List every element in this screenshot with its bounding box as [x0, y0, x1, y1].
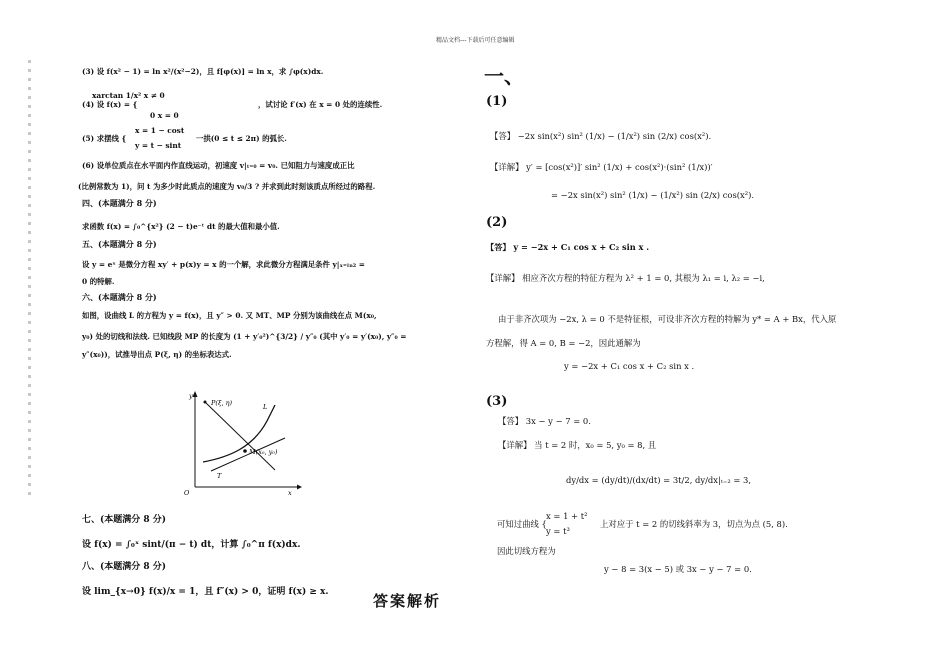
question-6-line1: (6) 设单位质点在水平面内作直线运动，初速度 v|ₜ₌₀ = v₀. 已知阻力与速度成正比 [82, 161, 355, 170]
x-axis-arrow [297, 485, 302, 490]
problem-3-answer: 【答】 3x − y − 7 = 0. [498, 416, 591, 426]
problem-1-detail-line1: 【详解】 y′ = [cos(x²)]′ sin² (1/x) + cos(x²)·(sin² (1/x))′ [490, 162, 713, 172]
section-4-heading: 四、(本题满分 8 分) [82, 198, 157, 208]
problem-3-detail-line1: 【详解】 当 t = 2 时，x₀ = 5, y₀ = 8, 且 [498, 440, 657, 450]
point-m [243, 449, 247, 453]
part-one-heading: 一、 [484, 64, 524, 88]
origin-label: O [184, 489, 190, 497]
problem-3-slope: 上对应于 t = 2 的切线斜率为 3，切点为点 (5, 8). [600, 519, 788, 529]
question-4-tail: ，试讨论 f′(x) 在 x = 0 处的连续性. [258, 100, 383, 109]
problem-2-answer: 【答】 y = −2x + C₁ cos x + C₂ sin x . [486, 242, 650, 252]
section-5-question-line2: 0 的特解. [82, 277, 115, 286]
section-5-question-line1: 设 y = eˣ 是微分方程 xy′ + p(x)y = x 的一个解，求此微分方程满足条件 y|ₓ₌ₗₙ₂ = [82, 260, 365, 269]
question-4-case1: xarctan 1/x² x ≠ 0 [92, 91, 165, 100]
problem-2-detail-line2: 由于非齐次项为 −2x, λ = 0 不是特征根，可设非齐次方程的特解为 y* = A + Bx，代入原 [498, 314, 837, 324]
problem-2-number: (2) [486, 215, 508, 230]
section-8-heading: 八、(本题满分 8 分) [82, 562, 167, 572]
problem-3-detail-line3: 因此切线方程为 [497, 546, 556, 556]
problem-1-answer: 【答】 −2x sin(x²) sin² (1/x) − (1/x²) sin (2/x) cos(x²). [490, 131, 712, 141]
problem-1-number: (1) [486, 94, 508, 109]
label-l: L [263, 403, 268, 411]
problem-2-detail-line3: 方程解，得 A = 0, B = −2，因此通解为 [486, 338, 641, 348]
question-5-line2: y = t − sint [135, 141, 182, 150]
problem-3-curve-y: y = t³ [546, 526, 570, 536]
question-5-stem: (5) 求摆线 { [82, 134, 127, 143]
question-6-line2: (比例常数为 1)，问 t 为多少时此质点的速度为 v₀/3 ? 并求到此时刻该质点所经过的路程. [78, 182, 376, 191]
section-6-question-line3: y″(x₀))，试推导出点 P(ξ, η) 的坐标表达式. [82, 350, 232, 359]
problem-3-curve-intro: 可知过曲线 { [497, 519, 547, 529]
question-4-case2: 0 x = 0 [150, 111, 179, 120]
question-5-tail: 一拱(0 ≤ t ≤ 2π) 的弧长. [196, 134, 287, 143]
problem-3-number: (3) [486, 394, 508, 409]
problem-2-general-solution: y = −2x + C₁ cos x + C₂ sin x . [564, 361, 695, 371]
question-4-stem: (4) 设 f(x) = { [82, 100, 138, 109]
label-m: M(x₀, y₀) [249, 448, 278, 456]
label-p: P(ξ, η) [211, 399, 233, 407]
section-4-question: 求函数 f(x) = ∫₀^{x²} (2 − t)e⁻ᵗ dt 的最大值和最小值. [82, 222, 280, 231]
label-t: T [217, 472, 222, 480]
section-7-heading: 七、(本题满分 8 分) [82, 515, 167, 525]
point-p [204, 401, 207, 404]
scan-edge-artifact [28, 60, 31, 500]
problem-2-detail-line1: 【详解】 相应齐次方程的特征方程为 λ² + 1 = 0, 其根为 λ₁ = i, λ₂ = −i, [486, 273, 765, 283]
problem-3-curve-x: x = 1 + t² [546, 511, 588, 521]
section-6-question-line1: 如图，设曲线 L 的方程为 y = f(x)，且 y″ > 0. 又 MT、MP 分别为该曲线在点 M(x₀, [82, 311, 377, 320]
problem-3-derivative: dy/dx = (dy/dt)/(dx/dt) = 3t/2, dy/dx|ₜ₌₂ = 3, [566, 475, 752, 485]
question-5-line1: x = 1 − cost [135, 126, 185, 135]
page-header: 精品文档---下载后可任意编辑 [436, 37, 515, 44]
section-5-heading: 五、(本题满分 8 分) [82, 239, 157, 249]
question-3: (3) 设 f(x² − 1) = ln x²/(x²−2)，且 f[φ(x)] = ln x，求 ∫φ(x)dx. [82, 67, 324, 76]
x-axis-label: x [288, 489, 292, 497]
section-8-question: 设 lim_{x→0} f(x)/x = 1，且 f″(x) > 0，证明 f(x) ≥ x. [82, 587, 329, 597]
y-axis-arrow [193, 391, 198, 397]
section-6-question-line2: y₀) 处的切线和法线. 已知线段 MP 的长度为 (1 + y′₀²)^{3/2} / y″₀ (其中 y′₀ = y′(x₀), y″₀ = [82, 332, 407, 341]
problem-1-detail-line2: = −2x sin(x²) sin² (1/x) − (1/x²) sin (2/x) cos(x²). [551, 190, 755, 200]
problem-3-tangent-equation: y − 8 = 3(x − 5) 或 3x − y − 7 = 0. [604, 564, 752, 574]
curve-figure [175, 385, 305, 500]
y-axis-label: y [189, 392, 193, 400]
section-6-heading: 六、(本题满分 8 分) [82, 292, 157, 302]
section-7-question: 设 f(x) = ∫₀ˣ sint/(π − t) dt，计算 ∫₀^π f(x)dx. [82, 540, 301, 550]
answer-analysis-title: 答案解析 [373, 592, 442, 610]
